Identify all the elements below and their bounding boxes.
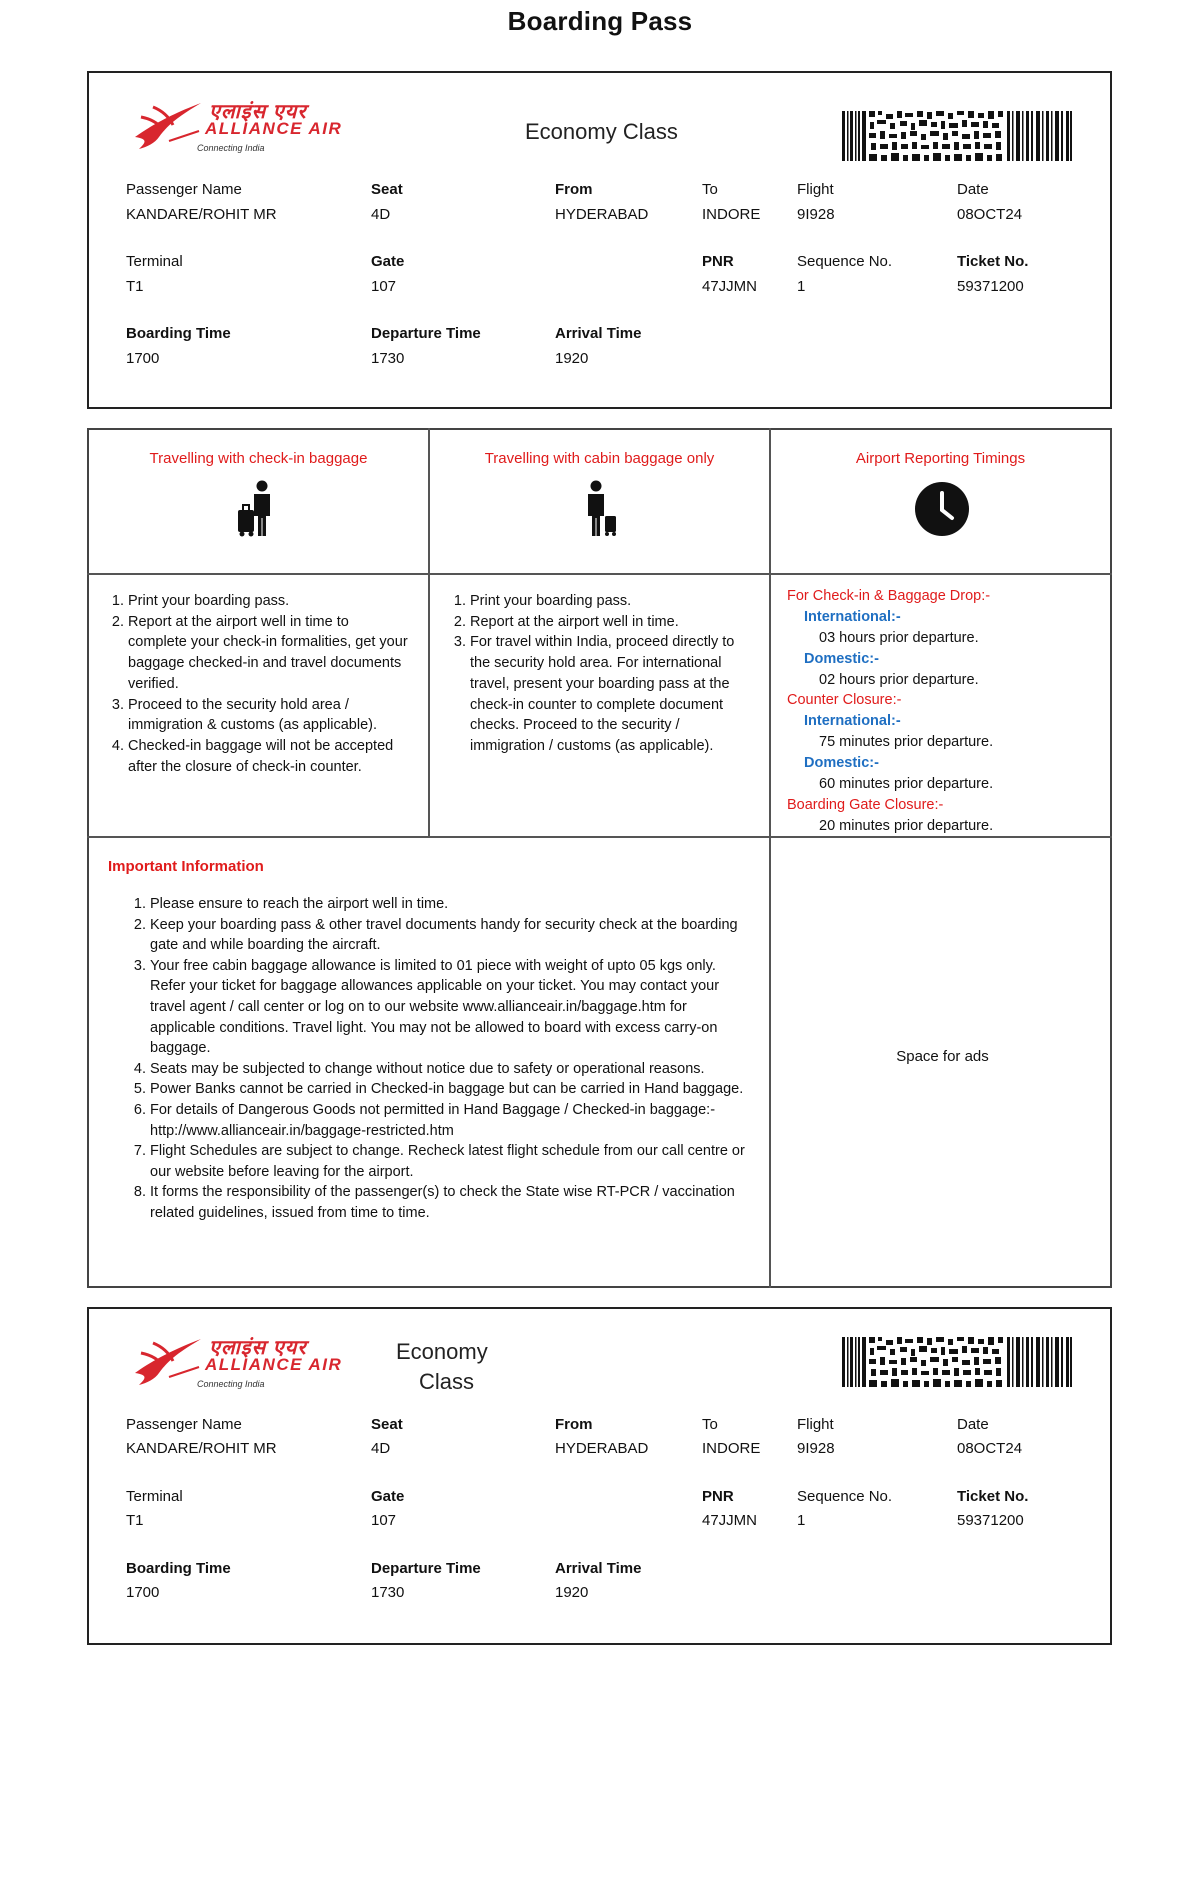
international-checkin-value: 03 hours prior departure. [819,630,979,646]
list-item: 3. Proceed to the security hold area / immigration & customs (as applicable). [128,695,408,736]
counter-closure-label: Counter Closure:- [787,692,902,708]
date-value: 08OCT24 [957,1440,1023,1457]
departure-time-value: 1730 [371,1584,405,1601]
gate-closure-value: 20 minutes prior departure. [819,818,994,834]
boarding-time-label: Boarding Time [126,325,231,342]
logo-brand-text: ALLIANCE AIR [205,119,343,138]
gate-closure-label: Boarding Gate Closure:- [787,797,944,813]
international-label: International:- [804,713,901,729]
list-item: 1. Print your boarding pass. [128,591,408,612]
to-value: INDORE [702,1440,761,1457]
domestic-counter-value: 60 minutes prior departure. [819,776,994,792]
terminal-value: T1 [126,278,144,295]
ticket-label: Ticket No. [957,1488,1029,1505]
list-item: 6. For details of Dangerous Goods not permitted in Hand Baggage / Checked-in baggage:- http://www.allianceair.in/baggage-restricted.htm [150,1100,750,1141]
passenger-name-value: KANDARE/ROHIT MR [126,206,277,223]
seat-value: 4D [371,206,391,223]
cabin-baggage-title: Travelling with cabin baggage only [484,450,715,467]
list-item: 3. Your free cabin baggage allowance is limited to 01 piece with weight of upto 05 kgs only. Refer your ticket for baggage allowances applicable on your ticket. You may contact your travel agent / call center or log on to our website www.allianceair.in/baggage.htm for applicable conditions. Travel light. You may not be allowed to board with excess carry-on baggage. [150,956,750,1059]
clock-icon [914,481,970,537]
boarding-pass-card-bottom [87,1307,1112,1645]
departure-time-label: Departure Time [371,325,481,342]
cabin-steps-list [470,591,752,757]
person-with-luggage-icon [236,480,280,538]
from-label: From [555,1416,593,1433]
important-info-title: Important Information [108,858,264,875]
ticket-label: Ticket No. [957,253,1029,270]
grid-divider [769,428,771,1288]
to-label: To [702,1416,718,1433]
logo-brand-text: ALLIANCE AIR [205,1355,343,1374]
from-value: HYDERABAD [555,206,649,223]
list-item: 4. Checked-in baggage will not be accepted after the closure of check-in counter. [128,736,408,777]
list-item: 2. Report at the airport well in time. [470,612,752,633]
class-title: Economy Class [525,119,678,144]
list-item: 5. Power Banks cannot be carried in Checked-in baggage but can be carried in Hand baggage. [150,1079,750,1100]
from-label: From [555,181,593,198]
ticket-value: 59371200 [957,1512,1024,1529]
class-title-line2: Class [419,1369,475,1394]
international-label: International:- [804,609,901,625]
important-info-list [150,894,750,1224]
sequence-value: 1 [797,278,806,295]
grid-divider [87,573,1112,575]
terminal-label: Terminal [126,253,183,270]
domestic-label: Domestic:- [804,755,879,771]
departure-time-value: 1730 [371,350,405,367]
passenger-name-label: Passenger Name [126,1416,242,1433]
airline-bird-icon [129,1333,207,1391]
person-with-cabin-bag-icon [584,480,618,538]
barcode-top [842,111,1072,161]
flight-value: 9I928 [797,1440,835,1457]
arrival-time-value: 1920 [555,1584,589,1601]
passenger-name-value: KANDARE/ROHIT MR [126,1440,277,1457]
list-item: 7. Flight Schedules are subject to change. Recheck latest flight schedule from our call centre or our website before leaving for the airport. [150,1141,750,1182]
domestic-checkin-value: 02 hours prior departure. [819,672,979,688]
international-counter-value: 75 minutes prior departure. [819,734,994,750]
checkin-drop-label: For Check-in & Baggage Drop:- [787,588,991,604]
list-item: 4. Seats may be subjected to change without notice due to safety or operational reasons. [150,1059,750,1080]
grid-divider [87,836,1112,838]
airline-logo [129,1331,379,1401]
pnr-value: 47JJMN [702,1512,758,1529]
sequence-value: 1 [797,1512,806,1529]
gate-label: Gate [371,1488,405,1505]
terminal-value: T1 [126,1512,144,1529]
seat-value: 4D [371,1440,391,1457]
pnr-label: PNR [702,253,734,270]
list-item: 1. Print your boarding pass. [470,591,752,612]
class-title-line1: Economy [396,1339,488,1364]
boarding-time-value: 1700 [126,1584,160,1601]
departure-time-label: Departure Time [371,1560,481,1577]
arrival-time-value: 1920 [555,350,589,367]
gate-value: 107 [371,278,397,295]
to-value: INDORE [702,206,761,223]
list-item: 1. Please ensure to reach the airport well in time. [150,894,750,915]
flight-value: 9I928 [797,206,835,223]
domestic-label: Domestic:- [804,651,879,667]
sequence-label: Sequence No. [797,1488,893,1505]
date-label: Date [957,1416,989,1433]
date-value: 08OCT24 [957,206,1023,223]
passenger-name-label: Passenger Name [126,181,242,198]
checkin-steps-list [128,591,408,777]
logo-hindi-text: एलाइंस एयर [209,1337,307,1359]
from-value: HYDERABAD [555,1440,649,1457]
logo-tagline: Connecting India [197,143,265,153]
terminal-label: Terminal [126,1488,183,1505]
flight-label: Flight [797,181,834,198]
airline-logo [129,95,379,165]
list-item: 2. Report at the airport well in time to complete your check-in formalities, get your baggage checked-in and travel documents verified. [128,612,408,695]
reporting-timings-title: Airport Reporting Timings [855,450,1026,467]
ticket-value: 59371200 [957,278,1024,295]
gate-label: Gate [371,253,405,270]
page-title: Boarding Pass [507,6,693,36]
list-item: 8. It forms the responsibility of the passenger(s) to check the State wise RT-PCR / vaccination related guidelines, issued from time to time. [150,1182,750,1223]
checkin-baggage-title: Travelling with check-in baggage [149,450,368,467]
boarding-time-label: Boarding Time [126,1560,231,1577]
list-item: 3. For travel within India, proceed directly to the security hold area. For international travel, present your boarding pass at the check-in counter to complete document checks. Proceed to the security / immigration / customs (as applicable). [470,632,752,756]
boarding-pass-card-top [87,71,1112,409]
seat-label: Seat [371,1416,403,1433]
logo-tagline: Connecting India [197,1379,265,1389]
pnr-label: PNR [702,1488,734,1505]
list-item: 2. Keep your boarding pass & other travel documents handy for security check at the boarding gate and while boarding the aircraft. [150,915,750,956]
barcode-bottom [842,1337,1072,1387]
sequence-label: Sequence No. [797,253,893,270]
gate-value: 107 [371,1512,397,1529]
logo-hindi-text: एलाइंस एयर [209,101,307,123]
arrival-time-label: Arrival Time [555,1560,642,1577]
pnr-value: 47JJMN [702,278,758,295]
flight-label: Flight [797,1416,834,1433]
date-label: Date [957,181,989,198]
seat-label: Seat [371,181,403,198]
airline-bird-icon [129,97,207,155]
to-label: To [702,181,718,198]
arrival-time-label: Arrival Time [555,325,642,342]
ads-placeholder: Space for ads [896,1048,989,1065]
grid-divider [428,428,430,838]
boarding-time-value: 1700 [126,350,160,367]
